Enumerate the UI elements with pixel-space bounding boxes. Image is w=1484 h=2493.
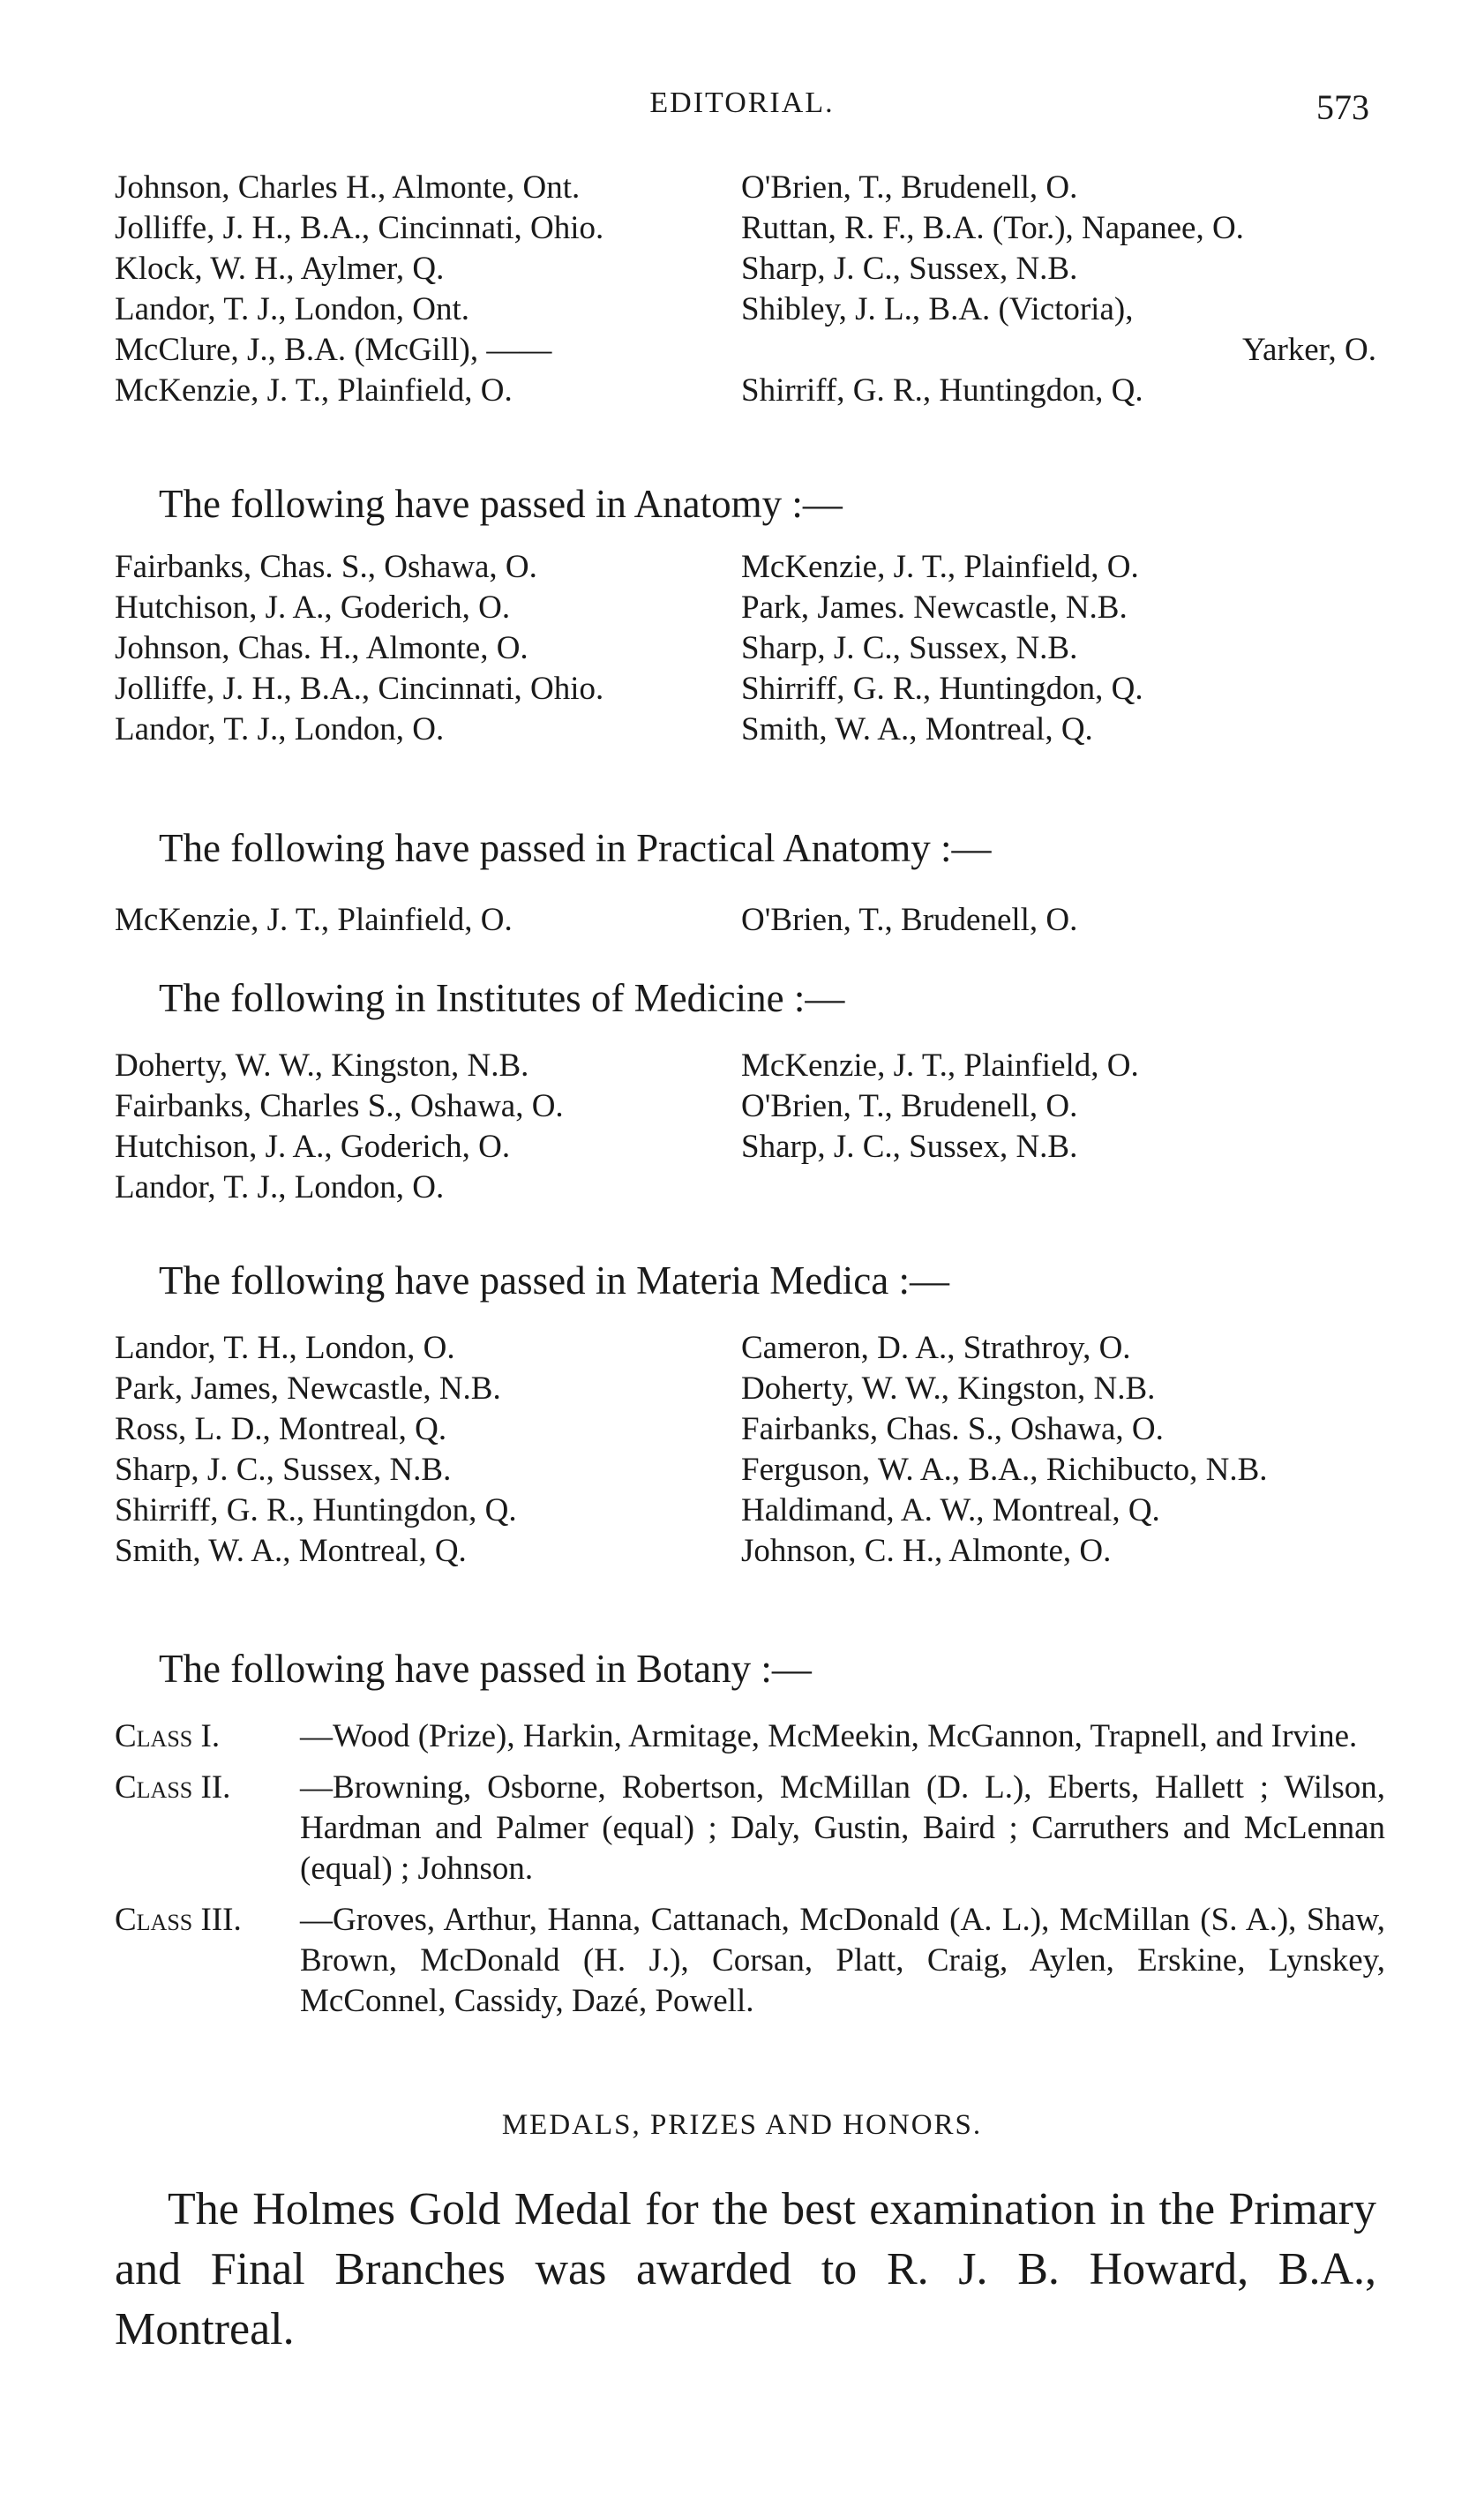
- list-item: Park, James. Newcastle, N.B.: [741, 589, 1128, 626]
- botany-heading: The following have passed in Botany :—: [159, 1647, 812, 1691]
- list-item: Shirriff, G. R., Huntingdon, Q.: [741, 671, 1143, 707]
- list-item: O'Brien, T., Brudenell, O.: [741, 1088, 1078, 1124]
- list-item: Sharp, J. C., Sussex, N.B.: [741, 1129, 1078, 1165]
- continued-list-left: [115, 168, 741, 411]
- botany-class: [115, 1768, 1385, 1889]
- list-item: Sharp, J. C., Sussex, N.B.: [115, 1452, 452, 1488]
- list-item: Sharp, J. C., Sussex, N.B.: [741, 630, 1078, 666]
- class-label: Class I.: [115, 1718, 221, 1754]
- materia-medica-list-right: [741, 1328, 1376, 1572]
- list-item: Yarker, O.: [1242, 332, 1376, 368]
- running-title: EDITORIAL.: [649, 86, 835, 119]
- list-item: McClure, J., B.A. (McGill), ——: [115, 332, 552, 368]
- list-item: McKenzie, J. T., Plainfield, O.: [741, 549, 1139, 585]
- class-text: —Groves, Arthur, Hanna, Cattanach, McDonald (A. L.), McMillan (S. A.), Shaw, Brown, McDonald (H. J.), Corsan, Platt, Craig, Aylen, Erskine, Lynskey, McConnel, Cassidy, Dazé, Powell.: [300, 1902, 1385, 2019]
- list-item: Fairbanks, Chas. S., Oshawa, O.: [115, 549, 537, 585]
- practical-anatomy-list-left: [115, 900, 741, 941]
- list-item: Ruttan, R. F., B.A. (Tor.), Napanee, O.: [741, 210, 1244, 246]
- list-item: McKenzie, J. T., Plainfield, O.: [741, 1048, 1139, 1084]
- list-item: Johnson, C. H., Almonte, O.: [741, 1533, 1112, 1569]
- medal-paragraph-text: The Holmes Gold Medal for the best examination in the Primary and Final Branches was awarded to R. J. B. Howard, B.A., Montreal.: [115, 2184, 1376, 2354]
- list-item: Hutchison, J. A., Goderich, O.: [115, 1129, 511, 1165]
- list-item: Smith, W. A., Montreal, Q.: [741, 711, 1093, 747]
- list-item: O'Brien, T., Brudenell, O.: [741, 902, 1078, 938]
- list-item: Landor, T. J., London, O.: [115, 1169, 445, 1205]
- list-item: Shibley, J. L., B.A. (Victoria),: [741, 291, 1134, 327]
- list-item: Johnson, Chas. H., Almonte, O.: [115, 630, 528, 666]
- anatomy-heading: The following have passed in Anatomy :—: [159, 482, 843, 526]
- list-item: Smith, W. A., Montreal, Q.: [115, 1533, 467, 1569]
- list-item: Cameron, D. A., Strathroy, O.: [741, 1330, 1131, 1366]
- class-text: —Browning, Osborne, Robertson, McMillan (D. L.), Eberts, Hallett ; Wilson, Hardman and Palmer (equal) ; Daly, Gustin, Baird ; Carruthers and McLennan (equal) ; Johnson.: [300, 1769, 1385, 1887]
- list-item: Park, James, Newcastle, N.B.: [115, 1370, 501, 1407]
- page-number: 573: [1316, 87, 1369, 127]
- list-item: Doherty, W. W., Kingston, N.B.: [115, 1048, 529, 1084]
- list-item: Shirriff, G. R., Huntingdon, Q.: [741, 372, 1143, 409]
- institutes-list-right: [741, 1046, 1376, 1168]
- anatomy-list-right: [741, 547, 1376, 750]
- list-item: Doherty, W. W., Kingston, N.B.: [741, 1370, 1156, 1407]
- list-item: Sharp, J. C., Sussex, N.B.: [741, 251, 1078, 287]
- medal-paragraph: [115, 2180, 1376, 2360]
- anatomy-list-left: [115, 547, 741, 750]
- list-item: Ferguson, W. A., B.A., Richibucto, N.B.: [741, 1452, 1268, 1488]
- list-item: Johnson, Charles H., Almonte, Ont.: [115, 169, 581, 206]
- materia-medica-list-left: [115, 1328, 741, 1572]
- practical-anatomy-heading: The following have passed in Practical Anatomy :—: [159, 826, 992, 870]
- list-item: Jolliffe, J. H., B.A., Cincinnati, Ohio.: [115, 671, 604, 707]
- medals-heading: MEDALS, PRIZES AND HONORS.: [501, 2109, 983, 2141]
- list-item: McKenzie, J. T., Plainfield, O.: [115, 902, 513, 938]
- list-item: Fairbanks, Chas. S., Oshawa, O.: [741, 1411, 1164, 1447]
- botany-classes: [115, 1716, 1385, 2032]
- botany-class: [115, 1716, 1385, 1757]
- materia-medica-heading: The following have passed in Materia Medica :—: [159, 1258, 949, 1303]
- list-item: Landor, T. J., London, Ont.: [115, 291, 470, 327]
- page-header: [115, 86, 1369, 139]
- class-text: —Wood (Prize), Harkin, Armitage, McMeekin, McGannon, Trapnell, and Irvine.: [300, 1718, 1358, 1754]
- institutes-heading: The following in Institutes of Medicine :—: [159, 976, 845, 1020]
- list-item: Fairbanks, Charles S., Oshawa, O.: [115, 1088, 564, 1124]
- list-item: McKenzie, J. T., Plainfield, O.: [115, 372, 513, 409]
- list-item: Klock, W. H., Aylmer, Q.: [115, 251, 445, 287]
- list-item: Haldimand, A. W., Montreal, Q.: [741, 1492, 1160, 1528]
- list-item: O'Brien, T., Brudenell, O.: [741, 169, 1078, 206]
- list-item: Landor, T. H., London, O.: [115, 1330, 455, 1366]
- botany-class: [115, 1900, 1385, 2022]
- institutes-list-left: [115, 1046, 741, 1208]
- class-label: Class II.: [115, 1769, 231, 1806]
- list-item: Ross, L. D., Montreal, Q.: [115, 1411, 447, 1447]
- list-item: Hutchison, J. A., Goderich, O.: [115, 589, 511, 626]
- practical-anatomy-list-right: [741, 900, 1376, 941]
- list-item: Shirriff, G. R., Huntingdon, Q.: [115, 1492, 517, 1528]
- list-item: Jolliffe, J. H., B.A., Cincinnati, Ohio.: [115, 210, 604, 246]
- class-label: Class III.: [115, 1902, 242, 1938]
- continued-list-right: [741, 168, 1376, 411]
- list-item: Landor, T. J., London, O.: [115, 711, 445, 747]
